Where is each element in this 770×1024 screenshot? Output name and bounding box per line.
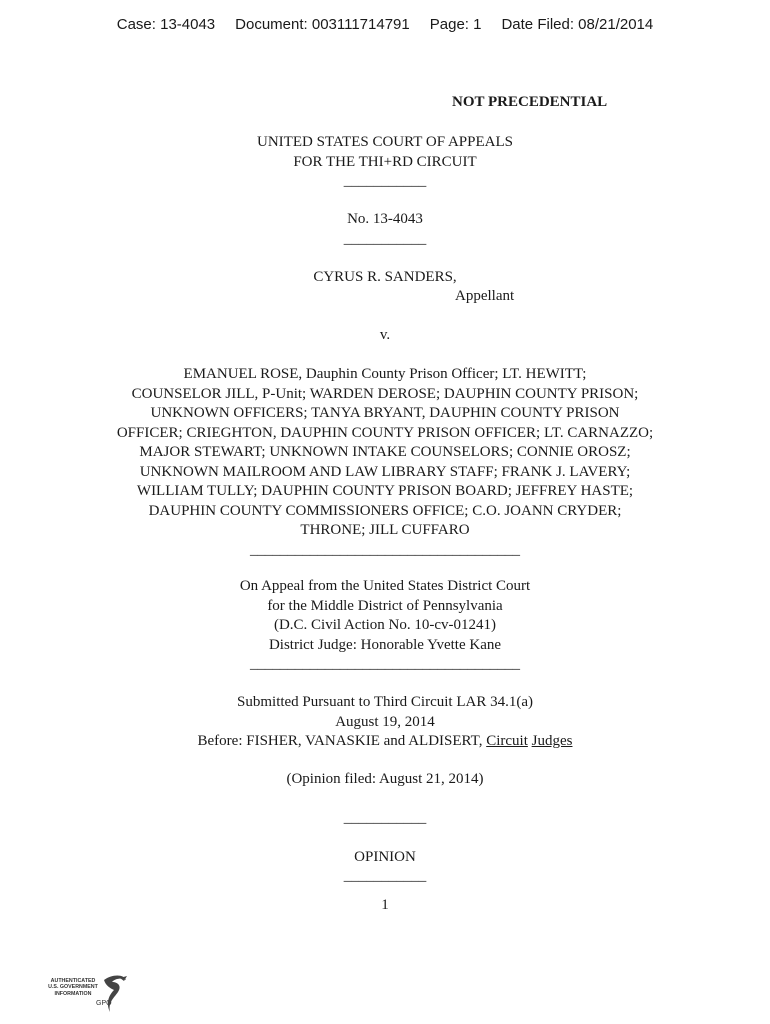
opinion-title: OPINION <box>354 848 416 865</box>
case-number: Case: 13-4043 <box>116 16 216 33</box>
gpo-authentication-logo <box>42 972 132 1018</box>
not-precedential-label: NOT PRECEDENTIAL <box>452 94 608 110</box>
opinion-block <box>0 809 770 887</box>
appellee-line: THRONE; JILL CUFFARO <box>300 522 470 538</box>
divider: ___________ <box>343 173 427 189</box>
divider: ____________________________________ <box>250 541 520 558</box>
appellee-line: EMANUEL ROSE, Dauphin County Prison Officer; LT. HEWITT; <box>183 366 587 382</box>
district-judge: District Judge: Honorable Yvette Kane <box>268 636 502 653</box>
appellee-line: DAUPHIN COUNTY COMMISSIONERS OFFICE; C.O. JOANN CRYDER; <box>148 502 622 519</box>
appellee-line: COUNSELOR JILL, P-Unit; WARDEN DEROSE; DAUPHIN COUNTY PRISON; <box>131 385 639 402</box>
appeal-info <box>0 577 770 675</box>
appellant-role: Appellant <box>455 288 515 304</box>
filing-header <box>0 16 770 33</box>
appellee-line: OFFICER; CRIEGHTON, DAUPHIN COUNTY PRISON OFFICER; LT. CARNAZZO; <box>116 424 654 441</box>
page-number: 1 <box>381 897 389 913</box>
date-filed: Date Filed: 08/21/2014 <box>501 16 654 33</box>
versus: v. <box>379 327 391 343</box>
divider: ___________ <box>343 810 427 826</box>
appellees-list <box>0 365 770 560</box>
docket-number: No. 13-4043 <box>347 211 423 227</box>
logo-text: AUTHENTICATED U.S. GOVERNMENT INFORMATION <box>48 978 98 997</box>
court-name: UNITED STATES COURT OF APPEALS <box>257 134 513 150</box>
submitted-pursuant: Submitted Pursuant to Third Circuit LAR 34.1(a) <box>237 694 533 710</box>
submission-info <box>0 693 770 752</box>
eagle-icon <box>100 972 130 1018</box>
appellee-line: UNKNOWN OFFICERS; TANYA BRYANT, DAUPHIN COUNTY PRISON <box>150 405 620 421</box>
court-circuit: FOR THE THI+RD CIRCUIT <box>293 153 477 170</box>
appellee-line: UNKNOWN MAILROOM AND LAW LIBRARY STAFF; FRANK J. LAVERY; <box>139 463 631 480</box>
divider: ___________ <box>343 868 427 884</box>
appellant-name: CYRUS R. SANDERS, <box>313 269 457 285</box>
submitted-date: August 19, 2014 <box>335 713 435 730</box>
civil-action-number: (D.C. Civil Action No. 10-cv-01241) <box>273 617 497 633</box>
document-number: Document: 003111714791 <box>235 16 410 33</box>
court-caption <box>0 133 770 192</box>
divider: ____________________________________ <box>250 656 520 672</box>
divider: ___________ <box>343 230 427 247</box>
gpo-text: GPO <box>96 1000 112 1007</box>
judges-link: Judges <box>531 733 573 749</box>
appellee-line: MAJOR STEWART; UNKNOWN INTAKE COUNSELORS; CONNIE OROSZ; <box>139 444 631 460</box>
appeal-court: On Appeal from the United States District Court <box>239 578 531 594</box>
page-label: Page: 1 <box>429 16 482 33</box>
panel-judges: Before: FISHER, VANASKIE and ALDISERT, Circuit Judges <box>197 733 573 749</box>
appellee-line: WILLIAM TULLY; DAUPHIN COUNTY PRISON BOARD; JEFFREY HASTE; <box>136 483 634 499</box>
docket-block <box>0 210 770 249</box>
appeal-district: for the Middle District of Pennsylvania <box>267 597 503 614</box>
opinion-filed: (Opinion filed: August 21, 2014) <box>286 771 484 787</box>
circuit-link: Circuit <box>486 733 528 749</box>
